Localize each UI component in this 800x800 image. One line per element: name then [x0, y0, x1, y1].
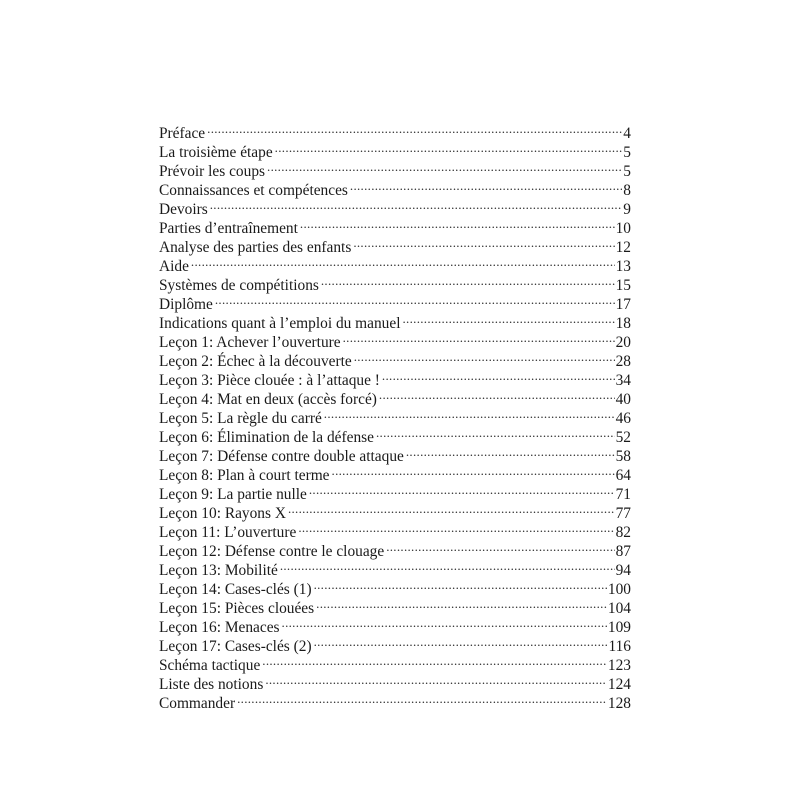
toc-dot-leader [288, 499, 615, 518]
toc-dot-leader [350, 176, 622, 195]
toc-dot-leader [403, 309, 615, 328]
toc-entry-page-number: 40 [615, 391, 631, 408]
toc-dot-leader [316, 594, 607, 613]
toc-entry-title: Leçon 15: Pièces clouées [159, 600, 315, 617]
toc-dot-leader [191, 252, 615, 271]
toc-dot-leader [215, 290, 615, 309]
toc-entry-page-number: 87 [615, 543, 631, 560]
toc-dot-leader [309, 480, 615, 499]
toc-entry-page-number: 116 [608, 638, 631, 655]
toc-entry-title: Leçon 17: Cases-clés (2) [159, 638, 312, 655]
toc-entry [159, 290, 631, 313]
toc-entry-page-number: 5 [623, 144, 631, 161]
toc-entry-page-number: 46 [615, 410, 631, 427]
toc-entry-page-number: 20 [615, 334, 631, 351]
toc-entry-page-number: 12 [615, 239, 631, 256]
toc-entry-title: Leçon 5: La règle du carré [159, 410, 322, 427]
toc-dot-leader [207, 119, 622, 138]
toc-dot-leader [267, 157, 622, 176]
toc-entry-title: Liste des notions [159, 676, 264, 693]
toc-entry-page-number: 104 [607, 600, 631, 617]
toc-entry-page-number: 77 [615, 505, 631, 522]
toc-entry-title: Leçon 8: Plan à court terme [159, 467, 330, 484]
toc-entry [159, 119, 631, 142]
toc-dot-leader [353, 233, 614, 252]
toc-entry-page-number: 10 [615, 220, 631, 237]
toc-dot-leader [379, 385, 615, 404]
toc-entry-title: Leçon 1: Achever l’ouverture [159, 334, 341, 351]
toc-entry-title: Aide [159, 258, 189, 275]
toc-dot-leader [332, 461, 615, 480]
toc-entry-page-number: 18 [615, 315, 631, 332]
toc-entry-title: Leçon 2: Échec à la découverte [159, 353, 352, 370]
toc-entry-page-number: 100 [607, 581, 631, 598]
toc-dot-leader [275, 138, 622, 157]
toc-entry-title: Préface [159, 125, 206, 142]
toc-entry-title: Leçon 14: Cases-clés (1) [159, 581, 312, 598]
toc-entry-title: Diplôme [159, 296, 213, 313]
toc-entry-page-number: 15 [615, 277, 631, 294]
toc-entry-page-number: 82 [615, 524, 631, 541]
toc-entry-page-number: 4 [623, 125, 631, 142]
toc-dot-leader [314, 632, 608, 651]
toc-dot-leader [354, 347, 615, 366]
toc-entry-title: Leçon 11: L’ouverture [159, 524, 297, 541]
toc-entry-title: Schéma tactique [159, 657, 261, 674]
toc-dot-leader [406, 442, 615, 461]
toc-entry-page-number: 58 [615, 448, 631, 465]
toc-entry-title: Prévoir les coups [159, 163, 266, 180]
toc-entry-title: Leçon 12: Défense contre le clouage [159, 543, 385, 560]
toc-entry-title: Commander [159, 695, 236, 712]
toc-entry-title: Parties d’entraînement [159, 220, 298, 237]
toc-entry [159, 271, 631, 294]
toc-entry-page-number: 71 [615, 486, 631, 503]
toc-entry-page-number: 123 [607, 657, 631, 674]
toc-entry-title: Leçon 3: Pièce clouée : à l’attaque ! [159, 372, 380, 389]
toc-dot-leader [282, 613, 607, 632]
toc-entry-title: Indications quant à l’emploi du manuel [159, 315, 401, 332]
toc-dot-leader [210, 195, 622, 214]
toc-entry-page-number: 128 [607, 695, 631, 712]
toc-dot-leader [321, 271, 615, 290]
toc-entry-page-number: 109 [607, 619, 631, 636]
toc-dot-leader [298, 518, 614, 537]
toc-entry-page-number: 13 [615, 258, 631, 275]
toc-entry-page-number: 124 [607, 676, 631, 693]
toc-entry [159, 195, 631, 218]
toc-dot-leader [343, 328, 615, 347]
table-of-contents [159, 119, 631, 712]
toc-dot-leader [300, 214, 615, 233]
toc-entry-title: La troisième étape [159, 144, 273, 161]
toc-dot-leader [237, 689, 607, 708]
toc-dot-leader [382, 366, 615, 385]
toc-entry-title: Analyse des parties des enfants [159, 239, 352, 256]
toc-entry-page-number: 8 [623, 182, 631, 199]
toc-entry-title: Leçon 4: Mat en deux (accès forcé) [159, 391, 377, 408]
toc-entry-page-number: 17 [615, 296, 631, 313]
toc-dot-leader [314, 575, 607, 594]
toc-entry-page-number: 94 [615, 562, 631, 579]
toc-dot-leader [386, 537, 614, 556]
toc-entry-page-number: 5 [623, 163, 631, 180]
toc-dot-leader [265, 670, 607, 689]
toc-entry-title: Leçon 9: La partie nulle [159, 486, 307, 503]
toc-entry-page-number: 64 [615, 467, 631, 484]
toc-entry-title: Leçon 13: Mobilité [159, 562, 278, 579]
toc-entry-page-number: 28 [615, 353, 631, 370]
toc-entry-title: Leçon 6: Élimination de la défense [159, 429, 374, 446]
toc-dot-leader [324, 404, 615, 423]
toc-entry-page-number: 9 [623, 201, 631, 218]
toc-entry-title: Leçon 16: Menaces [159, 619, 280, 636]
toc-entry-page-number: 34 [615, 372, 631, 389]
toc-dot-leader [262, 651, 607, 670]
toc-entry-title: Connaissances et compétences [159, 182, 348, 199]
toc-entry [159, 252, 631, 275]
toc-entry [159, 138, 631, 161]
toc-entry [159, 214, 631, 237]
toc-dot-leader [376, 423, 615, 442]
toc-entry-title: Systèmes de compétitions [159, 277, 319, 294]
toc-entry [159, 309, 631, 332]
toc-entry-page-number: 52 [615, 429, 631, 446]
toc-dot-leader [280, 556, 615, 575]
toc-entry-title: Leçon 7: Défense contre double attaque [159, 448, 404, 465]
toc-entry-title: Leçon 10: Rayons X [159, 505, 286, 522]
toc-entry-title: Devoirs [159, 201, 208, 218]
